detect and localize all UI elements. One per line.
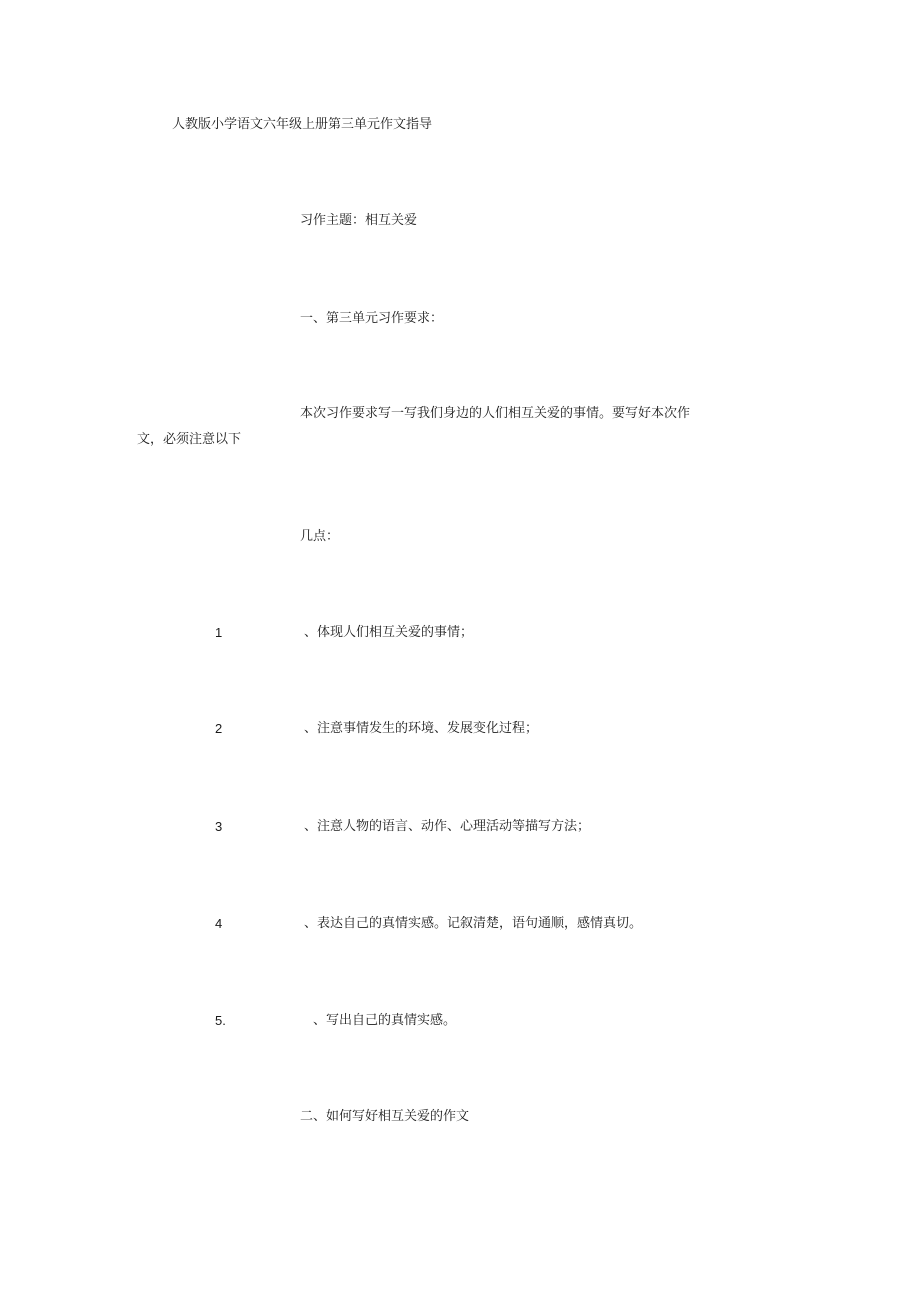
requirement-text: 、注意事情发生的环境、发展变化过程； xyxy=(304,721,539,736)
requirement-number: 4 xyxy=(215,916,223,931)
requirement-text: 、体现人们相互关爱的事情； xyxy=(304,625,474,640)
section1-heading: 一、第三单元习作要求： xyxy=(300,311,444,326)
requirement-text: 、表达自己的真情实感。记叙清楚，语句通顺，感情真切。 xyxy=(304,916,643,931)
requirement-number: 5. xyxy=(215,1013,226,1028)
intro-line-1: 本次习作要求写一写我们身边的人们相互关爱的事情。要写好本次作 xyxy=(300,406,691,421)
section2-heading: 二、如何写好相互关爱的作文 xyxy=(300,1109,470,1124)
requirement-text: 、注意人物的语言、动作、心理活动等描写方法； xyxy=(304,819,591,834)
intro-line-3: 几点： xyxy=(300,529,340,544)
requirement-text: 、写出自己的真情实感。 xyxy=(313,1013,457,1028)
intro-line-2: 文，必须注意以下 xyxy=(137,432,242,447)
requirement-number: 2 xyxy=(215,721,223,736)
requirement-number: 3 xyxy=(215,819,223,834)
requirement-number: 1 xyxy=(215,625,223,640)
theme-line: 习作主题：相互关爱 xyxy=(300,213,418,228)
document-title: 人教版小学语文六年级上册第三单元作文指导 xyxy=(172,117,433,132)
